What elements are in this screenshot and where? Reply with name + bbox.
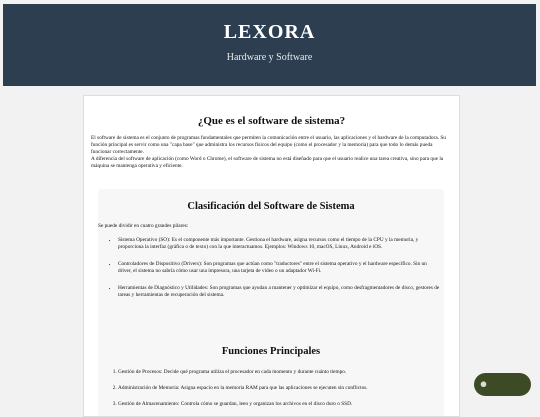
intro-heading: ¿Que es el software de sistema?	[197, 115, 346, 127]
intro-paragraph: El software de sistema es el conjunto de programas fundamentales que permiten la comunicación entre el usuario, las aplicaciones y el hardware de la computadora. Su función principal es servir como una "capa base" que administra los recursos físicos del equipo (como el procesador y la memoria) para que todo lo demás pueda funcionar correctamente.	[91, 135, 446, 156]
site-title[interactable]: LEXORA	[223, 21, 316, 43]
chat-widget-button[interactable]	[474, 373, 531, 396]
list-item: • Herramientas de Diagnóstico y Utilidades: Son programas que ayudan a mantener y optimizar el equipo, como desfragmentadores de disco, gestores de tareas y herramientas de recuperación del sistema.	[118, 285, 440, 299]
intro-paragraph: A diferencia del software de aplicación (como Word o Chrome), el software de sistema no está diseñado para que el usuario realice una tarea creativa, sino para que la máquina se mantenga operativa y eficiente.	[91, 156, 444, 170]
list-item: • Sistema Operativo (SO): Es el componente más importante. Gestiona el hardware, asigna recursos como el tiempo de la CPU y la memoria, y proporciona la interfaz (gráfica o de texto) con la que interactuamos. Ejemplos: Windows 10, macOS, Linux, Android e iOS.	[118, 237, 440, 251]
chat-bubble-icon	[480, 381, 487, 388]
classification-lead: Se puede dividir en cuatro grandes pilares:	[98, 223, 189, 229]
functions-list	[107, 369, 440, 417]
classification-heading: Clasificación del Software de Sistema	[187, 201, 355, 212]
functions-heading: Funciones Principales	[221, 346, 321, 357]
main-content	[83, 95, 460, 417]
classification-card	[98, 189, 444, 353]
classification-list	[107, 237, 440, 310]
site-header	[3, 4, 536, 86]
list-item: 3. Gestión de Almacenamiento: Controla cómo se guardan, leen y organizan los archivos en el disco duro o SSD.	[118, 401, 440, 408]
list-item: • Controladores de Dispositivo (Drivers): Son programas que actúan como "traductores" entre el sistema operativo y el hardware específico. Sin un driver, el sistema no sabría cómo usar una impresora, una tarjeta de video o un adaptador Wi-Fi.	[118, 261, 440, 275]
site-subtitle: Hardware y Software	[226, 52, 313, 63]
intro-text	[91, 135, 452, 170]
list-item: 1. Gestión de Procesos: Decide qué programa utiliza el procesador en cada momento y durante cuánto tiempo.	[118, 369, 440, 376]
list-item: 2. Administración de Memoria: Asigna espacio en la memoria RAM para que las aplicaciones se ejecuten sin conflictos.	[118, 385, 440, 392]
